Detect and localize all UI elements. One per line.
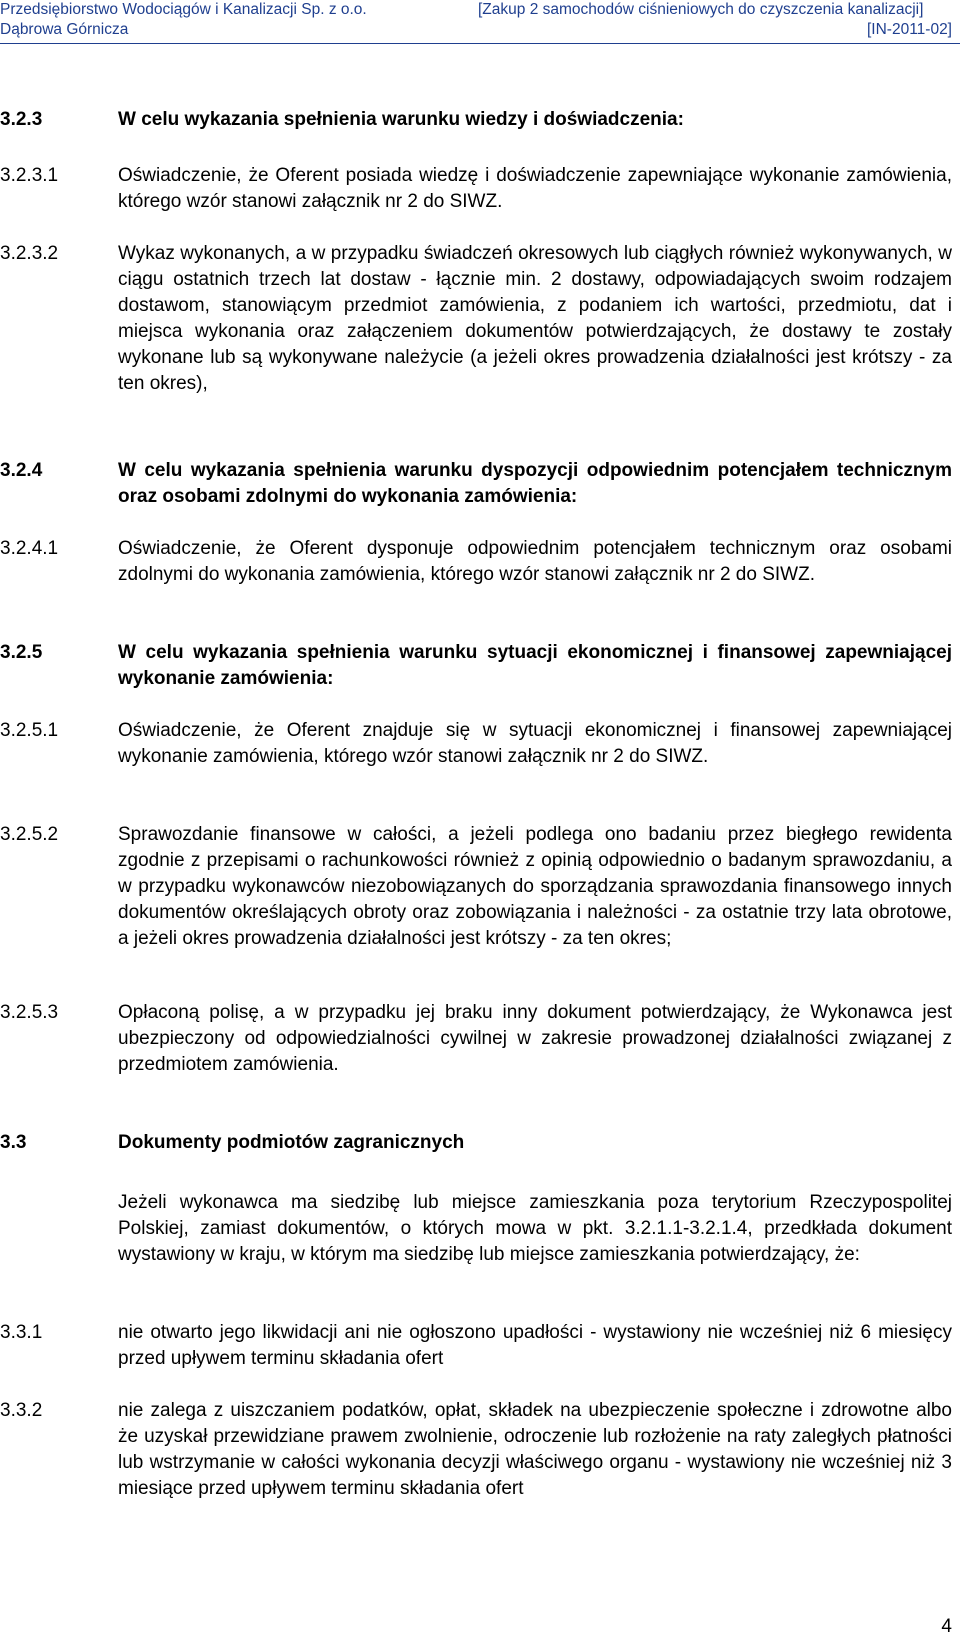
header-company-name: Przedsiębiorstwo Wodociągów i Kanalizacji Sp. z o.o.	[0, 1, 367, 18]
section-heading: W celu wykazania spełnienia warunku wiedzy i doświadczenia:	[118, 109, 684, 130]
section-paragraph: Oświadczenie, że Oferent znajduje się w sytuacji ekonomicznej i finansowej zapewniającej wykonanie zamówienia, którego wzór stanowi załącznik nr 2 do SIWZ.	[118, 720, 952, 767]
page-header	[0, 0, 960, 44]
header-tender-id: [IN-2011-02]	[866, 21, 952, 38]
section-paragraph: Sprawozdanie finansowe w całości, a jeżeli podlega ono badaniu przez biegłego rewidenta zgodnie z przepisami o rachunkowości również z opinią odpowiednio o badanym sprawozdaniu, a w przypadku wykonawców niezobowiązanych do sporządzania sprawozdania finansowego innych dokumentów określających obroty oraz zobowiązania i należności - za ostatnie trzy lata obrotowe, a jeżeli okres prowadzenia działalności jest krótszy - za ten okres;	[118, 824, 952, 949]
section-heading: W celu wykazania spełnienia warunku dyspozycji odpowiednim potencjałem technicznym oraz osobami zdolnymi do wykonania zamówienia:	[118, 460, 952, 507]
section-heading: Dokumenty podmiotów zagranicznych	[118, 1132, 465, 1153]
section-number: 3.3.1	[0, 1322, 43, 1343]
header-divider	[0, 43, 960, 44]
section-paragraph: Wykaz wykonanych, a w przypadku świadczeń okresowych lub ciągłych również wykonywanych, w ciągu ostatnich trzech lat dostaw - łącznie min. 2 dostawy, odpowiadających swoim rodzajem dostawom, stanowiącym przedmiot zamówienia, z podaniem ich wartości, przedmiotu, dat i miejsca wykonania oraz załączeniem dokumentów potwierdzających, że dostawy te zostały wykonane lub są wykonywane należycie (a jeżeli okres prowadzenia działalności jest krótszy - za ten okres),	[118, 243, 952, 394]
header-company-city: Dąbrowa Górnicza	[0, 21, 129, 38]
section-number: 3.2.3.2	[0, 243, 59, 264]
header-tender-title: [Zakup 2 samochodów ciśnieniowych do czyszczenia kanalizacji]	[478, 1, 924, 18]
section-paragraph: Oświadczenie, że Oferent dysponuje odpowiednim potencjałem technicznym oraz osobami zdolnymi do wykonania zamówienia, którego wzór stanowi załącznik nr 2 do SIWZ.	[118, 538, 952, 585]
section-heading: W celu wykazania spełnienia warunku sytuacji ekonomicznej i finansowej zapewniającej wykonanie zamówienia:	[118, 642, 952, 689]
page-number: 4	[941, 1616, 952, 1637]
section-number: 3.2.5.1	[0, 720, 59, 741]
section-paragraph: nie zalega z uiszczaniem podatków, opłat, składek na ubezpieczenie społeczne i zdrowotne albo że uzyskał przewidziane prawem zwolnienie, odroczenie lub rozłożenie na raty zaległych płatności lub wstrzymanie w całości wykonania decyzji właściwego organu - wystawiony nie wcześniej niż 3 miesiące przed upływem terminu składania ofert	[118, 1400, 952, 1499]
section-number: 3.2.5	[0, 642, 43, 663]
section-number: 3.2.3	[0, 109, 43, 130]
section-number: 3.2.3.1	[0, 165, 59, 186]
section-number: 3.3	[0, 1132, 27, 1153]
section-number: 3.2.5.3	[0, 1002, 59, 1023]
section-paragraph: Oświadczenie, że Oferent posiada wiedzę i doświadczenie zapewniające wykonanie zamówienia, którego wzór stanowi załącznik nr 2 do SIWZ.	[118, 165, 952, 212]
section-number: 3.2.4.1	[0, 538, 59, 559]
section-paragraph: Opłaconą polisę, a w przypadku jej braku inny dokument potwierdzający, że Wykonawca jest ubezpieczony od odpowiedzialności cywilnej w zakresie prowadzonej działalności związanej z przedmiotem zamówienia.	[118, 1002, 952, 1075]
section-number: 3.3.2	[0, 1400, 43, 1421]
section-paragraph: Jeżeli wykonawca ma siedzibę lub miejsce zamieszkania poza terytorium Rzeczypospolitej Polskiej, zamiast dokumentów, o których mowa w pkt. 3.2.1.1-3.2.1.4, przedkłada dokument wystawiony w kraju, w którym ma siedzibę lub miejsce zamieszkania potwierdzający, że:	[118, 1192, 952, 1265]
section-number: 3.2.4	[0, 460, 43, 481]
section-number: 3.2.5.2	[0, 824, 59, 845]
section-paragraph: nie otwarto jego likwidacji ani nie ogłoszono upadłości - wystawiony nie wcześniej niż 6 miesięcy przed upływem terminu składania ofert	[118, 1322, 952, 1369]
